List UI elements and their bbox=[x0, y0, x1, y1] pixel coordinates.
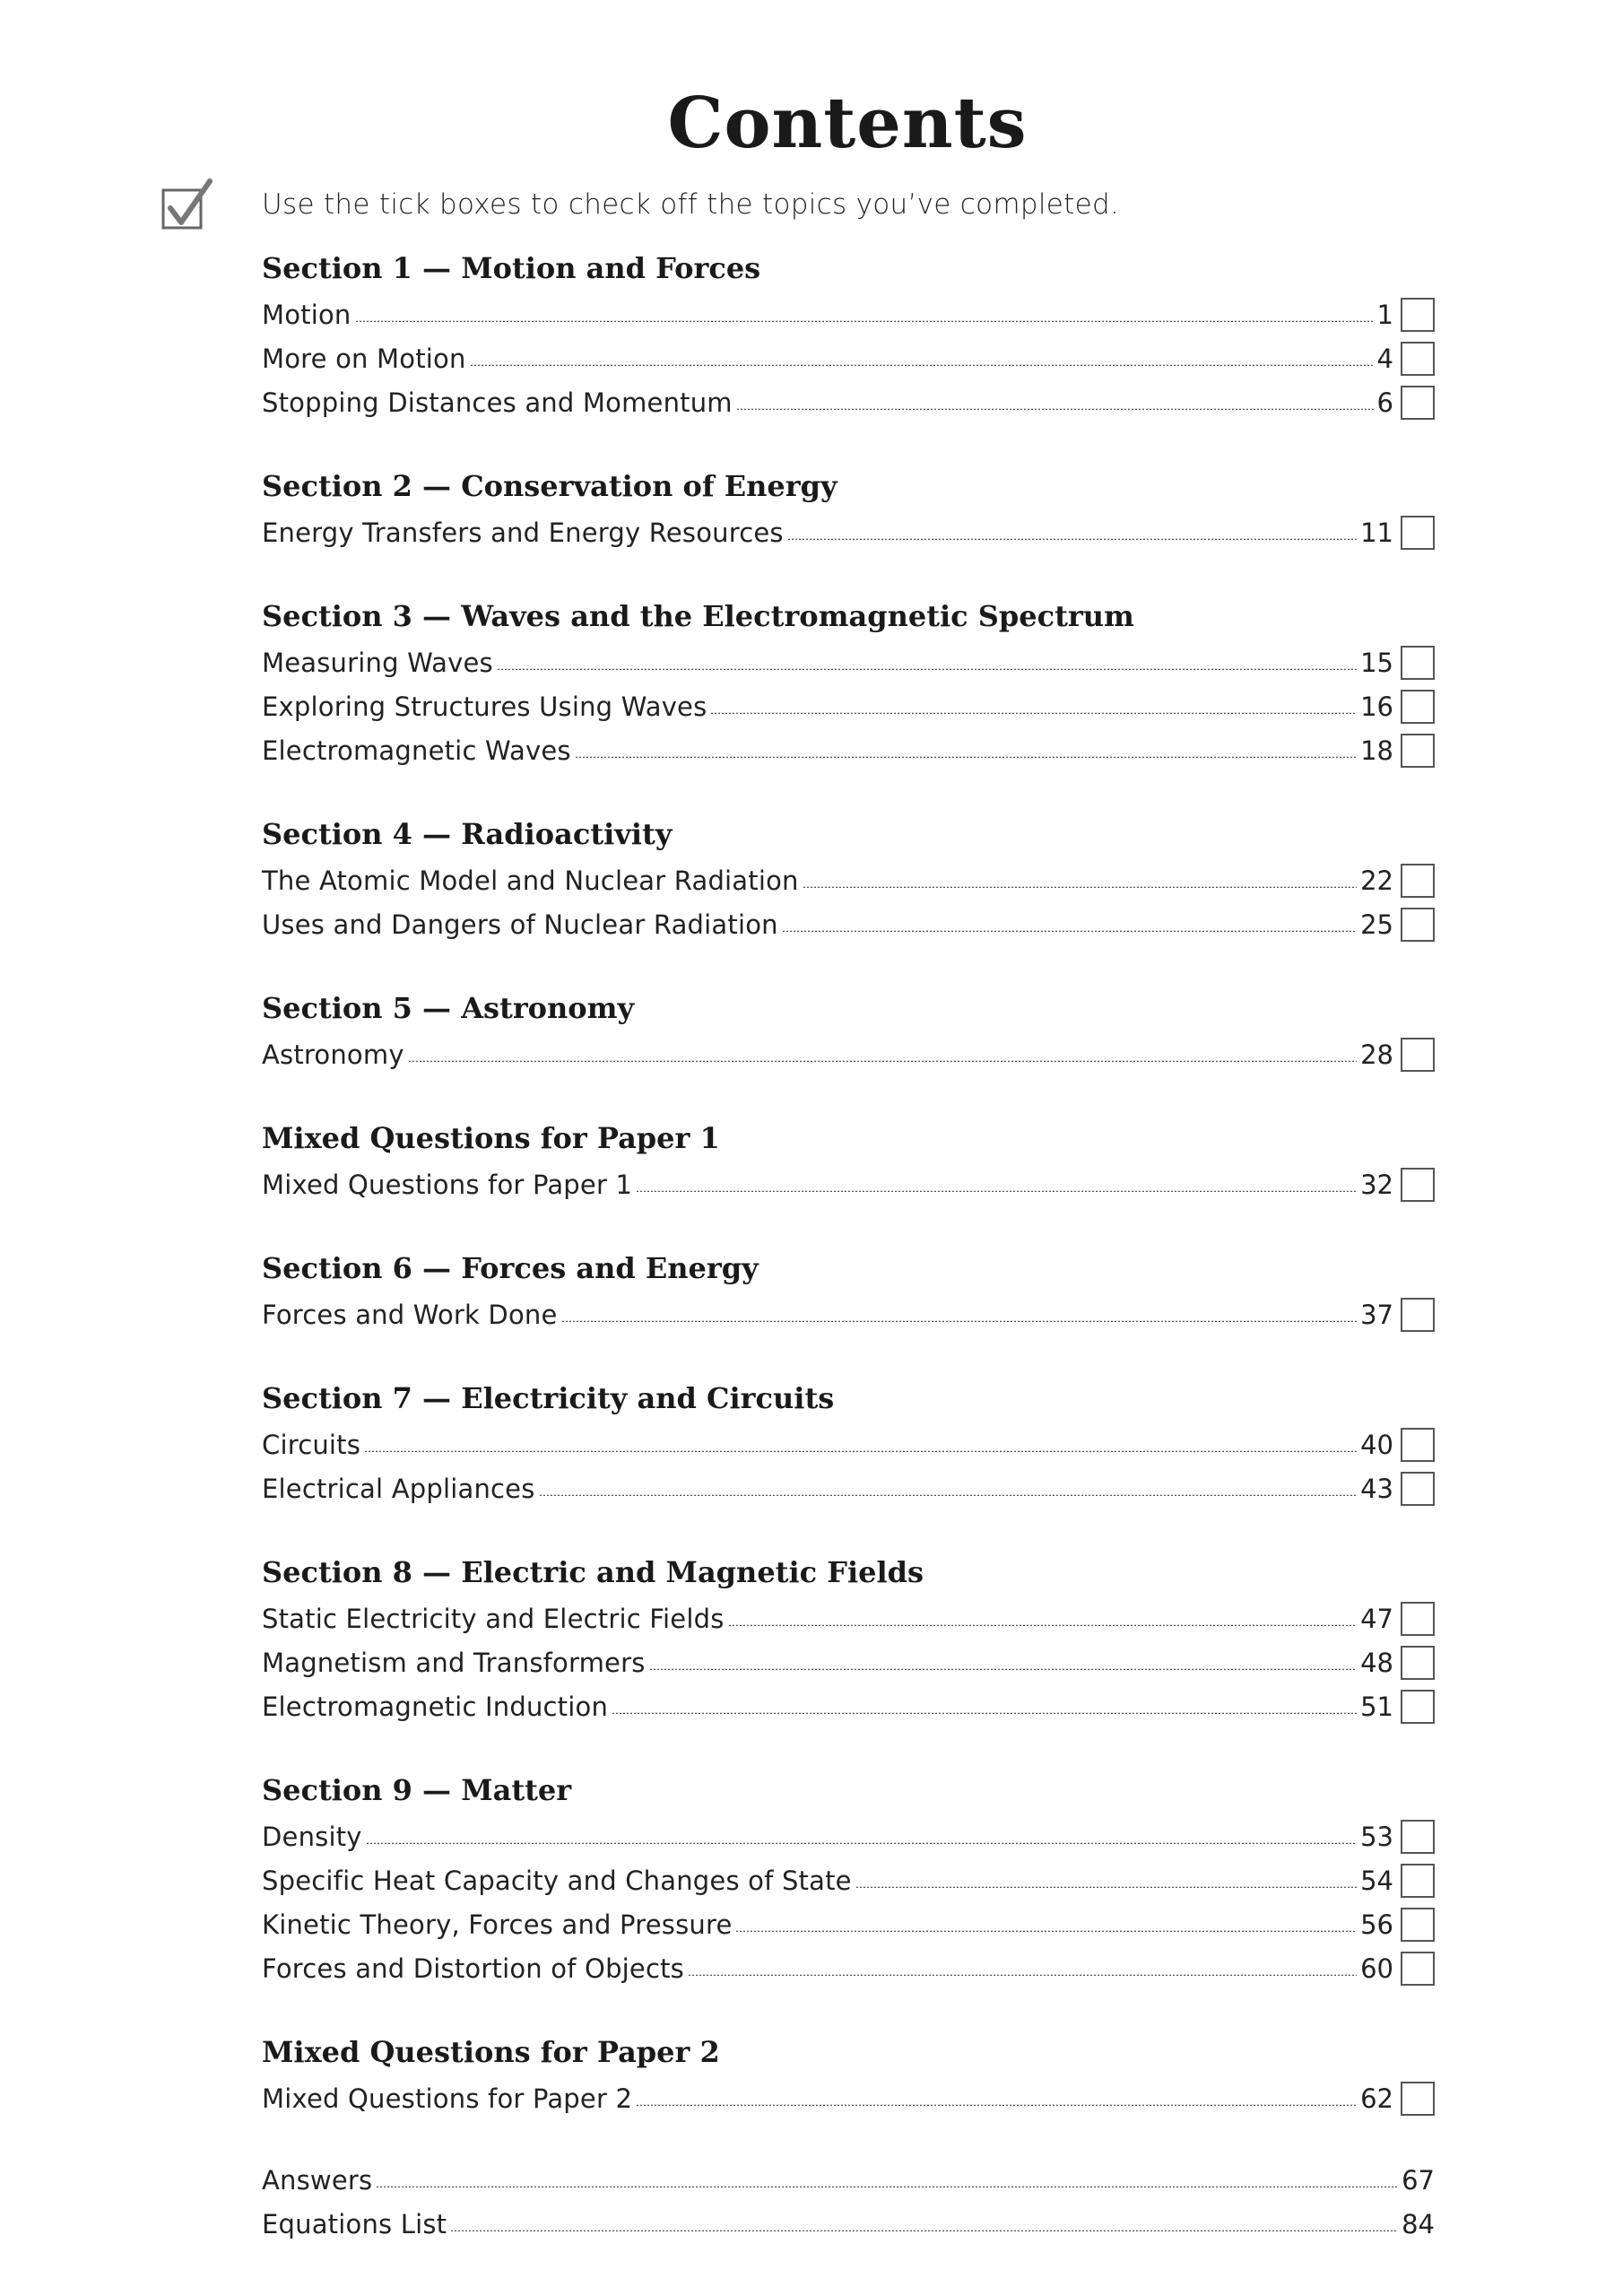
entry-page-number: 1 bbox=[1376, 299, 1393, 330]
section-heading: Section 4 — Radioactivity bbox=[262, 817, 673, 851]
dot-leader bbox=[735, 1930, 1357, 1932]
entry-page-number: 43 bbox=[1360, 1473, 1393, 1504]
toc-entry bbox=[262, 1946, 1435, 1990]
toc-section bbox=[262, 462, 1435, 554]
toc-entry bbox=[262, 858, 1435, 902]
entry-title: Equations List bbox=[262, 2208, 447, 2239]
entry-title: Density bbox=[262, 1821, 362, 1852]
dot-leader bbox=[366, 1842, 1357, 1844]
topic-checkbox[interactable] bbox=[1401, 386, 1435, 420]
entry-title: Uses and Dangers of Nuclear Radiation bbox=[262, 909, 778, 940]
toc-entry bbox=[262, 640, 1435, 684]
dot-leader bbox=[561, 1320, 1358, 1322]
page-title: Contents bbox=[667, 83, 1028, 164]
entry-title: Answers bbox=[262, 2164, 373, 2196]
entry-page-number: 47 bbox=[1360, 1603, 1393, 1634]
dot-leader bbox=[787, 538, 1357, 540]
entry-title: Static Electricity and Electric Fields bbox=[262, 1603, 725, 1634]
topic-checkbox[interactable] bbox=[1401, 298, 1435, 332]
section-heading: Section 6 — Forces and Energy bbox=[262, 1251, 759, 1285]
topic-checkbox[interactable] bbox=[1401, 516, 1435, 550]
dot-leader bbox=[649, 1668, 1358, 1670]
dot-leader bbox=[376, 2186, 1398, 2187]
dot-leader bbox=[355, 320, 1374, 322]
dot-leader bbox=[688, 1974, 1357, 1976]
section-heading: Mixed Questions for Paper 1 bbox=[262, 1121, 720, 1155]
entry-title: Magnetism and Transformers bbox=[262, 1647, 646, 1678]
toc-entry bbox=[262, 728, 1435, 772]
toc-section bbox=[262, 984, 1435, 1076]
toc-entry bbox=[262, 380, 1435, 424]
entry-page-number: 62 bbox=[1360, 2083, 1393, 2114]
topic-checkbox[interactable] bbox=[1401, 1298, 1435, 1332]
toc-entry bbox=[262, 2158, 1435, 2202]
entry-page-number: 67 bbox=[1402, 2164, 1435, 2196]
entry-page-number: 15 bbox=[1360, 647, 1393, 678]
toc-entry bbox=[262, 1422, 1435, 1466]
toc-section bbox=[262, 810, 1435, 946]
toc-entry bbox=[262, 1858, 1435, 1902]
toc-extras bbox=[262, 2158, 1435, 2246]
dot-leader bbox=[470, 364, 1374, 366]
tick-box-icon bbox=[161, 178, 215, 231]
topic-checkbox[interactable] bbox=[1401, 864, 1435, 898]
toc-entry bbox=[262, 2202, 1435, 2246]
entry-title: Energy Transfers and Energy Resources bbox=[262, 517, 784, 548]
entry-title: More on Motion bbox=[262, 343, 466, 374]
dot-leader bbox=[450, 2230, 1398, 2231]
toc-section bbox=[262, 244, 1435, 424]
toc-entry bbox=[262, 1902, 1435, 1946]
entry-title: Forces and Distortion of Objects bbox=[262, 1952, 684, 1984]
topic-checkbox[interactable] bbox=[1401, 908, 1435, 942]
entry-title: Electromagnetic Induction bbox=[262, 1691, 609, 1722]
entry-page-number: 40 bbox=[1360, 1429, 1393, 1460]
toc-entry bbox=[262, 2076, 1435, 2120]
entry-page-number: 6 bbox=[1376, 387, 1393, 418]
entry-page-number: 32 bbox=[1360, 1169, 1393, 1200]
entry-page-number: 18 bbox=[1360, 735, 1393, 766]
dot-leader bbox=[575, 756, 1357, 758]
topic-checkbox[interactable] bbox=[1401, 1472, 1435, 1506]
entry-title: Circuits bbox=[262, 1429, 361, 1460]
topic-checkbox[interactable] bbox=[1401, 1908, 1435, 1942]
entry-title: Electromagnetic Waves bbox=[262, 735, 571, 766]
entry-page-number: 60 bbox=[1360, 1952, 1393, 1984]
entry-title: Forces and Work Done bbox=[262, 1299, 558, 1330]
dot-leader bbox=[803, 886, 1357, 888]
topic-checkbox[interactable] bbox=[1401, 1646, 1435, 1680]
toc-section bbox=[262, 1548, 1435, 1728]
table-of-contents bbox=[262, 244, 1435, 2246]
dot-leader bbox=[855, 1886, 1357, 1888]
dot-leader bbox=[710, 712, 1357, 714]
section-heading: Mixed Questions for Paper 2 bbox=[262, 2035, 720, 2069]
section-heading: Section 8 — Electric and Magnetic Fields bbox=[262, 1555, 924, 1589]
entry-title: Stopping Distances and Momentum bbox=[262, 387, 733, 418]
dot-leader bbox=[497, 668, 1357, 670]
toc-entry bbox=[262, 336, 1435, 380]
dot-leader bbox=[736, 408, 1374, 410]
entry-page-number: 28 bbox=[1360, 1039, 1393, 1070]
toc-section bbox=[262, 1766, 1435, 1990]
topic-checkbox[interactable] bbox=[1401, 1864, 1435, 1898]
entry-page-number: 51 bbox=[1360, 1691, 1393, 1722]
toc-section bbox=[262, 2028, 1435, 2120]
entry-title: Measuring Waves bbox=[262, 647, 493, 678]
topic-checkbox[interactable] bbox=[1401, 1602, 1435, 1636]
entry-title: Astronomy bbox=[262, 1039, 404, 1070]
entry-page-number: 84 bbox=[1402, 2208, 1435, 2239]
topic-checkbox[interactable] bbox=[1401, 734, 1435, 768]
dot-leader bbox=[728, 1624, 1358, 1626]
topic-checkbox[interactable] bbox=[1401, 342, 1435, 376]
topic-checkbox[interactable] bbox=[1401, 1168, 1435, 1202]
toc-entry bbox=[262, 1292, 1435, 1336]
topic-checkbox[interactable] bbox=[1401, 1820, 1435, 1854]
toc-entry bbox=[262, 684, 1435, 728]
entry-page-number: 25 bbox=[1360, 909, 1393, 940]
toc-section bbox=[262, 1244, 1435, 1336]
toc-section bbox=[262, 592, 1435, 772]
entry-page-number: 53 bbox=[1360, 1821, 1393, 1852]
section-heading: Section 9 — Matter bbox=[262, 1773, 572, 1807]
entry-title: Mixed Questions for Paper 1 bbox=[262, 1169, 633, 1200]
entry-page-number: 48 bbox=[1360, 1647, 1393, 1678]
entry-title: Mixed Questions for Paper 2 bbox=[262, 2083, 633, 2114]
entry-title: Kinetic Theory, Forces and Pressure bbox=[262, 1909, 733, 1940]
entry-page-number: 4 bbox=[1376, 343, 1393, 374]
entry-page-number: 22 bbox=[1360, 865, 1393, 896]
dot-leader bbox=[782, 930, 1357, 932]
toc-entry bbox=[262, 1814, 1435, 1858]
instruction bbox=[161, 178, 1119, 231]
section-heading: Section 2 — Conservation of Energy bbox=[262, 469, 838, 503]
entry-title: Electrical Appliances bbox=[262, 1473, 535, 1504]
topic-checkbox[interactable] bbox=[1401, 2082, 1435, 2116]
topic-checkbox[interactable] bbox=[1401, 1038, 1435, 1072]
topic-checkbox[interactable] bbox=[1401, 1952, 1435, 1986]
toc-entry bbox=[262, 1162, 1435, 1206]
dot-leader bbox=[636, 1190, 1357, 1192]
section-heading: Section 1 — Motion and Forces bbox=[262, 251, 761, 285]
entry-page-number: 16 bbox=[1360, 691, 1393, 722]
entry-title: Exploring Structures Using Waves bbox=[262, 691, 707, 722]
toc-entry bbox=[262, 1596, 1435, 1640]
section-heading: Section 3 — Waves and the Electromagnetic Spectrum bbox=[262, 599, 1134, 633]
entry-page-number: 54 bbox=[1360, 1865, 1393, 1896]
toc-entry bbox=[262, 1466, 1435, 1510]
entry-page-number: 37 bbox=[1360, 1299, 1393, 1330]
entry-title: Motion bbox=[262, 299, 352, 330]
toc-entry bbox=[262, 1032, 1435, 1076]
toc-entry bbox=[262, 1684, 1435, 1728]
topic-checkbox[interactable] bbox=[1401, 1690, 1435, 1724]
toc-entry bbox=[262, 510, 1435, 554]
toc-entry bbox=[262, 902, 1435, 946]
topic-checkbox[interactable] bbox=[1401, 1428, 1435, 1462]
toc-entry bbox=[262, 1640, 1435, 1684]
dot-leader bbox=[612, 1712, 1357, 1714]
toc-section bbox=[262, 1374, 1435, 1510]
toc-entry bbox=[262, 292, 1435, 336]
dot-leader bbox=[364, 1450, 1357, 1452]
instruction-text: Use the tick boxes to check off the topics you’ve completed. bbox=[262, 188, 1120, 221]
toc-section bbox=[262, 1114, 1435, 1206]
topic-checkbox[interactable] bbox=[1401, 690, 1435, 724]
entry-title: Specific Heat Capacity and Changes of State bbox=[262, 1865, 852, 1896]
entry-page-number: 56 bbox=[1360, 1909, 1393, 1940]
entry-page-number: 11 bbox=[1360, 517, 1393, 548]
dot-leader bbox=[408, 1060, 1357, 1062]
dot-leader bbox=[636, 2104, 1357, 2106]
entry-title: The Atomic Model and Nuclear Radiation bbox=[262, 865, 799, 896]
topic-checkbox[interactable] bbox=[1401, 646, 1435, 680]
section-heading: Section 7 — Electricity and Circuits bbox=[262, 1381, 835, 1415]
section-heading: Section 5 — Astronomy bbox=[262, 991, 635, 1025]
dot-leader bbox=[539, 1494, 1358, 1496]
